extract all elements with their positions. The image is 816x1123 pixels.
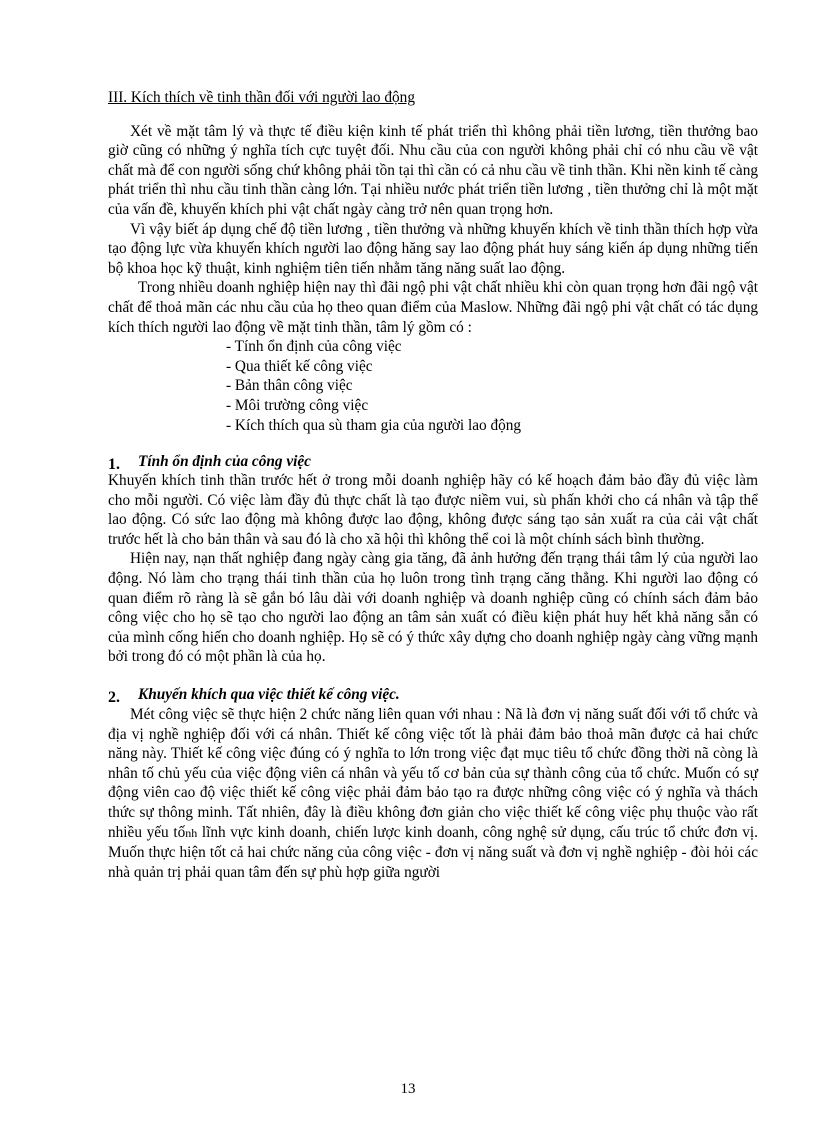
list-item: - Bản thân công việc bbox=[226, 377, 353, 395]
section-title: Tính ổn định của công việc bbox=[138, 452, 311, 470]
section-number: 2. bbox=[108, 689, 120, 707]
paragraph-fragment: nh bbox=[185, 825, 198, 840]
paragraph: Trong nhiều doanh nghiệp hiện nay thì đãi ngộ phi vật chất nhiều khi còn quan trọng hơn đãi ngộ vật chất để thoả mãn các nhu cầu của họ theo quan điểm của Maslow. Những đãi ngộ phi vật chất có tác dụng kích thích người lao động về mặt tinh thần, tâm lý gồm có : bbox=[108, 279, 758, 336]
section-1-header bbox=[108, 449, 758, 471]
section-2-header bbox=[108, 683, 758, 705]
list-item: - Tính ổn định của công việc bbox=[226, 338, 402, 356]
section-number: 1. bbox=[108, 455, 120, 473]
list-item: - Kích thích qua sù tham gia của người lao động bbox=[226, 416, 522, 434]
paragraph: Xét về mặt tâm lý và thực tế điều kiện kinh tế phát triển thì không phải tiền lương, tiền thưởng bao giờ cũng có những ý nghĩa tích cực tuyệt đối. Nhu cầu của con người không phải chỉ có nhu cầu về vật chất mà để con người sống chứ không phải tồn tại thì cần có cả nhu cầu về tinh thần. Khi nền kinh tế càng phát triển thì nhu cầu tinh thần càng lớn. Tại nhiều nước phát triển tiền lương , tiền thưởng chỉ là một mặt của vấn đề, khuyến khích phi vật chất ngày càng trở nên quan trọng hơn. bbox=[108, 122, 758, 218]
page-number: 13 bbox=[400, 1081, 416, 1097]
document-page bbox=[108, 88, 758, 882]
paragraph: Khuyến khích tinh thần trước hết ở trong mỗi doanh nghiệp hãy có kế hoạch đảm bảo đầy đủ việc làm cho mỗi người. Có việc làm đầy đủ thực chất là tạo được niềm vui, sù phấn khởi cho cá nhân và tập thể lao động. Có sức lao động mà không được lao động, không được sáng tạo sản xuất ra của cải vật chất trước hết là cho bản thân và sau đó là cho xã hội thì không thể coi là một chính sách bình thường. bbox=[108, 472, 758, 548]
paragraph-text: Mét công việc sẽ thực hiện 2 chức năng liên quan với nhau : Nã là đơn vị năng suất đối với tổ chức và địa vị nghề nghiệp đối với cá nhân. Thiết kế công việc tốt là phải đảm bảo thoả mãn được cả hai chức năng này. Thiết kế công việc đúng có ý nghĩa to lớn trong việc đạt mục tiêu tổ chức đồng thời nã còng là nhân tố chủ yếu của việc động viên cá nhân và yếu tố cơ bản của sự thành công của tổ chức. Muốn có sự động viên cao độ việc thiết kế công việc phải đảm bảo tạo ra được những công việc có ý nghĩa và thách thức sự thông minh. Tất nhiên, đây là điều không đơn giản cho việc thiết kế công việc phụ thuộc vào rất nhiều yếu tố bbox=[108, 706, 758, 841]
benefits-list bbox=[108, 337, 758, 435]
section-title: Khuyến khích qua việc thiết kế công việc. bbox=[138, 686, 400, 704]
paragraph: Hiện nay, nạn thất nghiệp đang ngày càng gia tăng, đã ảnh hưởng đến trạng thái tâm lý của người lao động. Nó làm cho trạng thái tinh thần của họ luôn trong tình trạng căng thẳng. Khi người lao động có quan điểm rõ ràng là sẽ gắn bó lâu dài với doanh nghiệp và doanh nghiệp cũng có chính sách đảm bảo công việc cho họ sẽ tạo cho người lao động an tâm sản xuất có điều kiện phát huy hết khả năng sẵn có của mình cống hiến cho doanh nghiệp. Họ sẽ có ý thức xây dựng cho doanh nghiệp ngày càng vững mạnh bởi trong đó có một phần là của họ. bbox=[108, 550, 758, 666]
paragraph bbox=[108, 705, 758, 882]
list-item: - Qua thiết kế công việc bbox=[226, 357, 373, 375]
list-item: - Môi trường công việc bbox=[226, 396, 369, 414]
paragraph: Vì vậy biết áp dụng chế độ tiền lương , tiền thưởng và những khuyến khích về tinh thần thích hợp vừa tạo động lực vừa khuyến khích người lao động hăng say lao động phát huy sáng kiến áp dụng những tiến bộ khoa học kỹ thuật, kinh nghiệm tiên tiến nhằm tăng năng suất lao động. bbox=[108, 220, 758, 277]
section-heading: III. Kích thích về tinh thần đối với người lao động bbox=[108, 89, 415, 106]
paragraph-text: lĩnh vực kinh doanh, chiến lược kinh doanh, công nghệ sử dụng, cấu trúc tổ chức đơn vị. Muốn thực hiện tốt cả hai chức năng của công việc - đơn vị năng suất và đơn vị nghề nghiệp - đòi hỏi các nhà quản trị phải quan tâm đến sự phù hợp giữa người bbox=[108, 823, 758, 881]
